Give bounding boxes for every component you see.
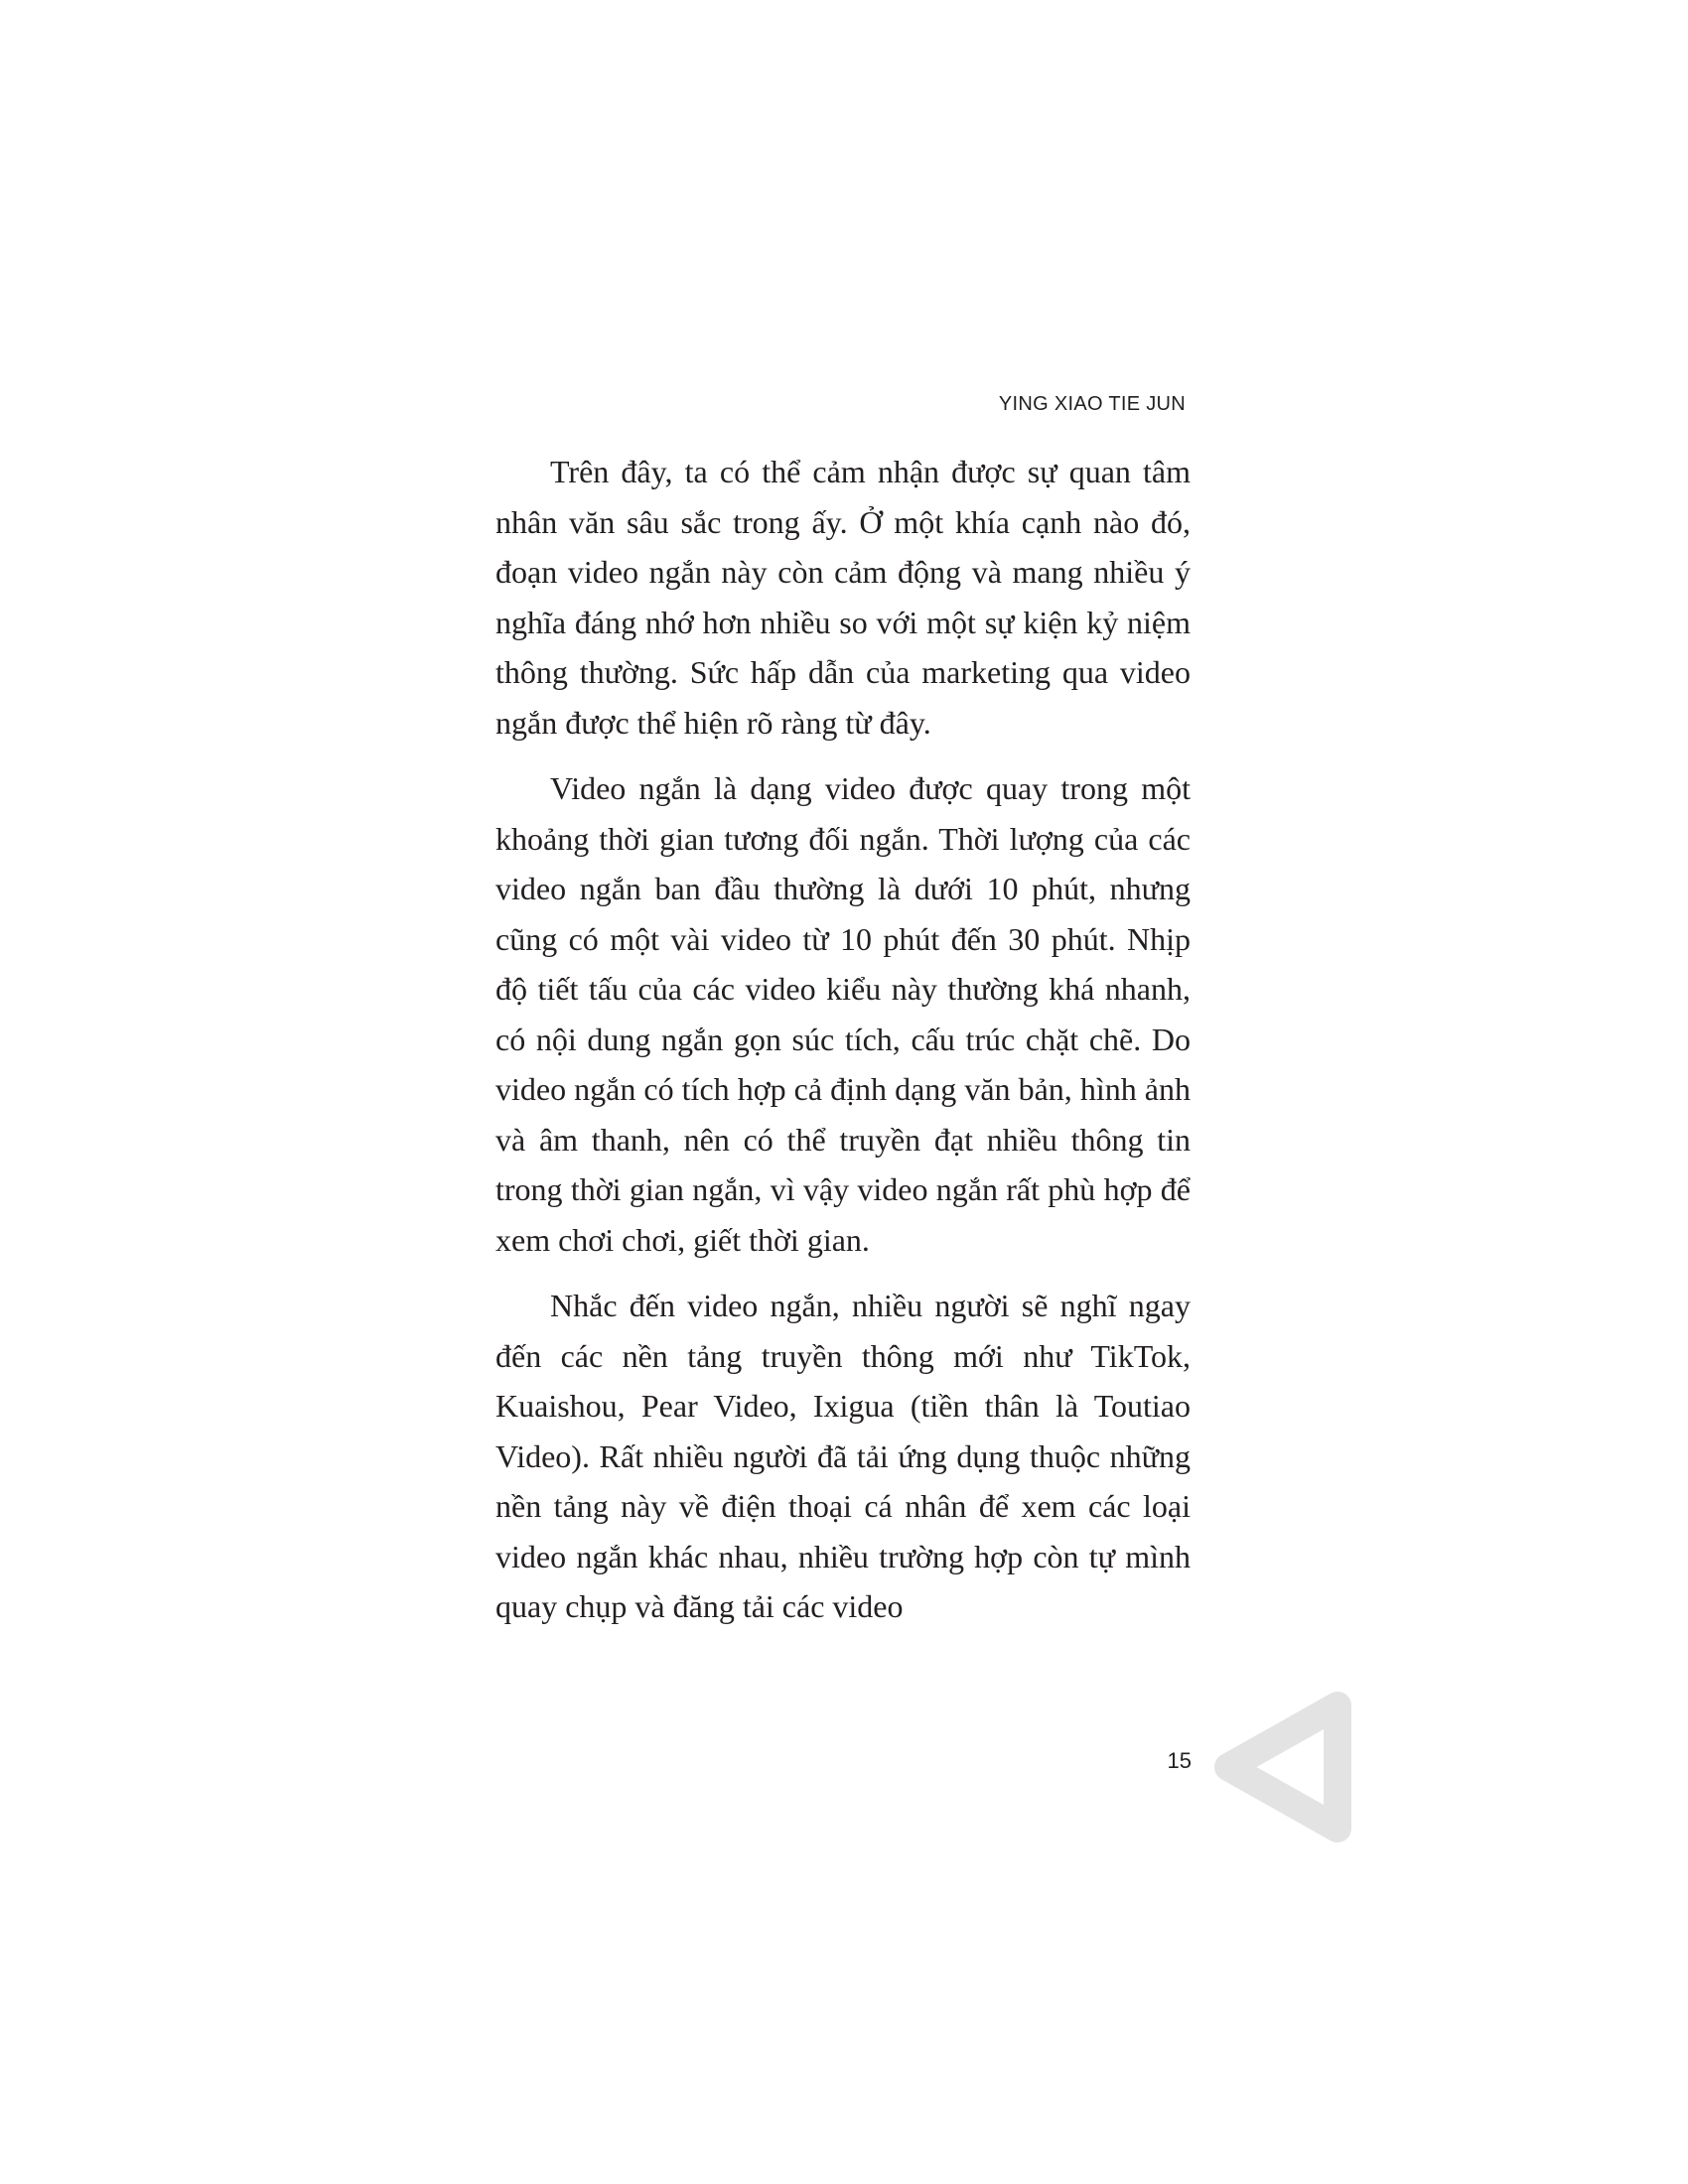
- paragraph-2: Video ngắn là dạng video được quay trong một khoảng thời gian tương đối ngắn. Thời lượng của các video ngắn ban đầu thường là dưới 10 phút, nhưng cũng có một vài video từ 10 phút đến 30 phút. Nhịp độ tiết tấu của các video kiểu này thường khá nhanh, có nội dung ngắn gọn súc tích, cấu trúc chặt chẽ. Do video ngắn có tích hợp cả định dạng văn bản, hình ảnh và âm thanh, nên có thể truyền đạt nhiều thông tin trong thời gian ngắn, vì vậy video ngắn rất phù hợp để xem chơi chơi, giết thời gian.: [495, 770, 1191, 1258]
- page-number: 15: [1167, 1748, 1192, 1773]
- body-text: [495, 447, 1191, 1648]
- triangle-logo-outline: [1228, 1706, 1337, 1829]
- running-head: YING XIAO TIE JUN: [998, 393, 1186, 415]
- triangle-logo-icon: [1206, 1688, 1355, 1846]
- paragraph-3: Nhắc đến video ngắn, nhiều người sẽ nghĩ ngay đến các nền tảng truyền thông mới như TikTok, Kuaishou, Pear Video, Ixigua (tiền thân là Toutiao Video). Rất nhiều người đã tải ứng dụng thuộc những nền tảng này về điện thoại cá nhân để xem các loại video ngắn khác nhau, nhiều trường hợp còn tự mình quay chụp và đăng tải các video: [495, 1288, 1191, 1624]
- paragraph-1: Trên đây, ta có thể cảm nhận được sự quan tâm nhân văn sâu sắc trong ấy. Ở một khía cạnh nào đó, đoạn video ngắn này còn cảm động và mang nhiều ý nghĩa đáng nhớ hơn nhiều so với một sự kiện kỷ niệm thông thường. Sức hấp dẫn của marketing qua video ngắn được thể hiện rõ ràng từ đây.: [495, 454, 1191, 741]
